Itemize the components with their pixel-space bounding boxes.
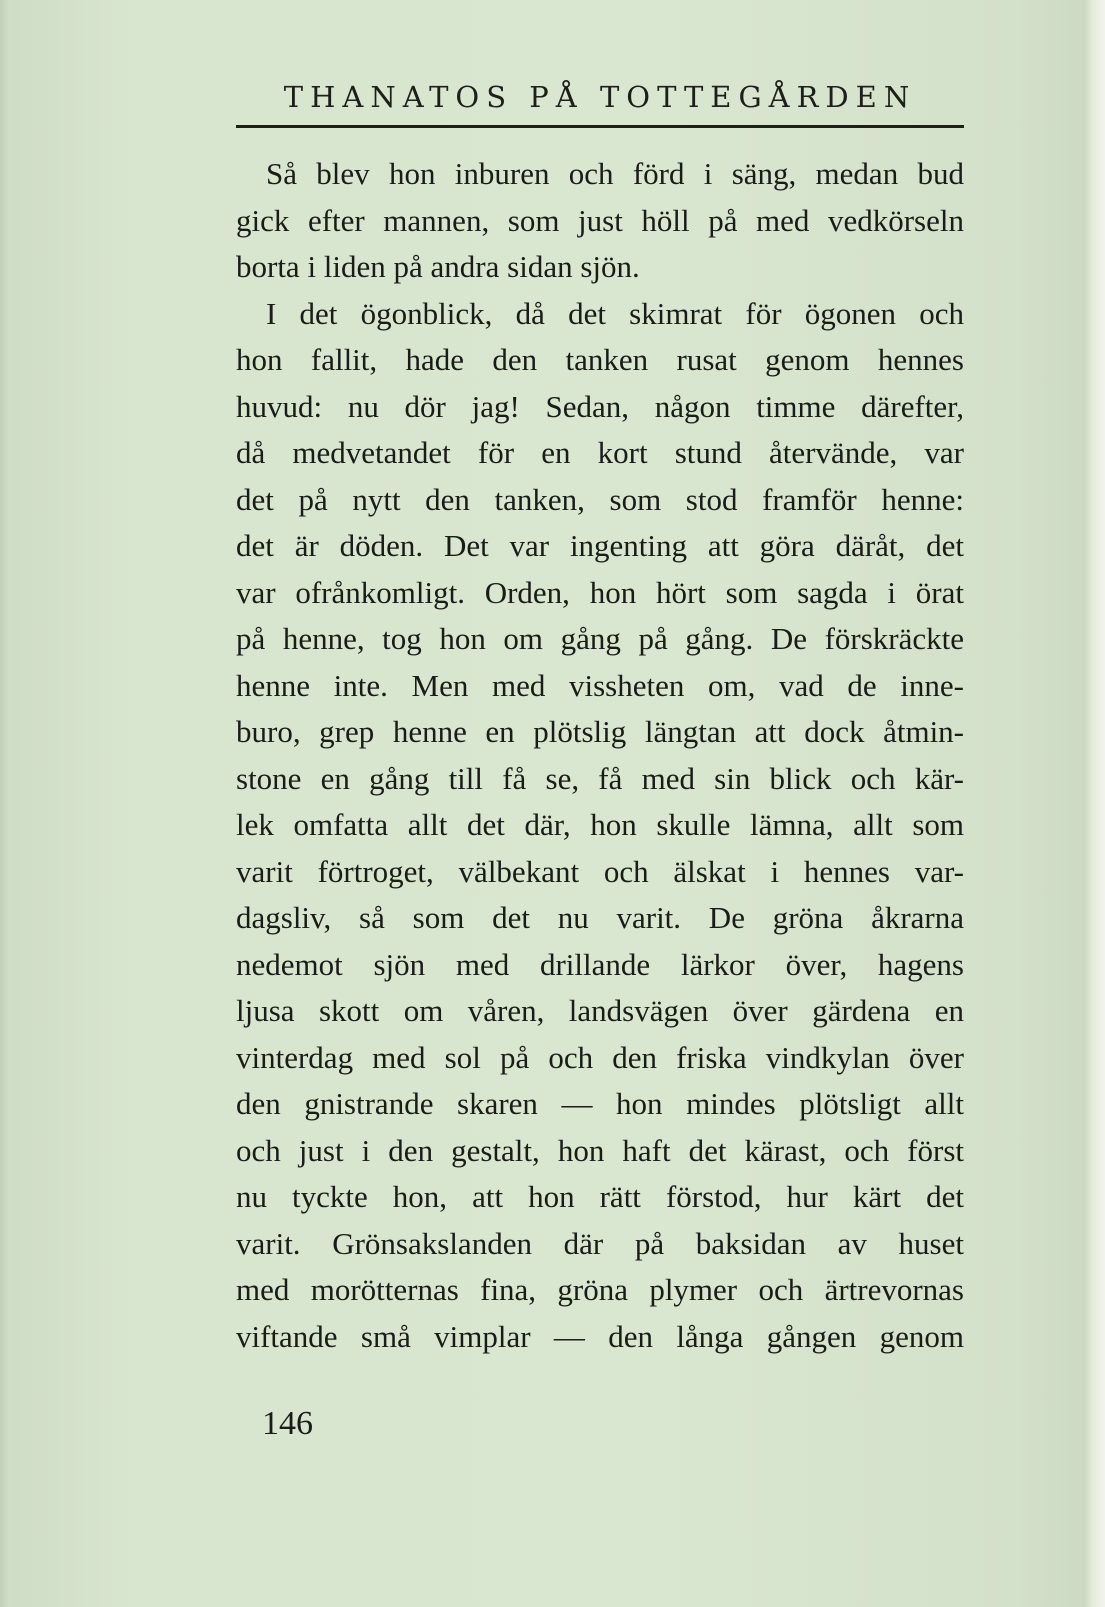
text-line: ljusa skott om våren, landsvägen över gärdena en — [236, 993, 964, 1028]
text-line: var ofrånkomligt. Orden, hon hört som sagda i örat — [236, 574, 964, 610]
body-text — [236, 151, 964, 1360]
running-head: THANATOS PÅ TOTTEGÅRDEN — [283, 80, 917, 114]
text-line: och just i den gestalt, hon haft det kärast, och först — [236, 1132, 964, 1168]
text-line: stone en gång till få se, få med sin blick och kär- — [236, 760, 964, 796]
text-line: det på nytt den tanken, som stod framför henne: — [236, 481, 964, 517]
text-line: Så blev hon inburen och förd i säng, medan bud — [266, 156, 964, 191]
text-line: gick efter mannen, som just höll på med vedkörseln — [236, 202, 964, 238]
text-line: det är döden. Det var ingenting att göra däråt, det — [236, 528, 964, 563]
text-line: varit förtroget, välbekant och älskat i hennes var- — [236, 853, 964, 889]
text-line: borta i liden på andra sidan sjön. — [236, 249, 640, 284]
text-line: viftande små vimplar — den långa gången genom — [236, 1318, 964, 1354]
text-line: huvud: nu dör jag! Sedan, någon timme därefter, — [236, 388, 964, 424]
text-line: på henne, tog hon om gång på gång. De förskräckte — [236, 621, 964, 656]
text-line: hon fallit, hade den tanken rusat genom hennes — [236, 342, 964, 377]
text-line: henne inte. Men med vissheten om, vad de inne- — [236, 667, 964, 703]
text-line: lek omfatta allt det där, hon skulle lämna, allt som — [236, 807, 964, 842]
text-line: då medvetandet för en kort stund återvände, var — [236, 435, 964, 470]
text-line: nedemot sjön med drillande lärkor över, hagens — [236, 946, 964, 982]
text-line: varit. Grönsakslanden där på baksidan av huset — [236, 1225, 964, 1261]
text-line: I det ögonblick, då det skimrat för ögonen och — [266, 295, 964, 331]
text-line: nu tyckte hon, att hon rätt förstod, hur kärt det — [236, 1179, 964, 1214]
header-rule — [236, 125, 964, 128]
text-line: den gnistrande skaren — hon mindes plötsligt allt — [236, 1086, 964, 1121]
text-line: med morötternas fina, gröna plymer och ärtrevornas — [236, 1272, 964, 1307]
page-gutter-shadow — [0, 0, 10, 1607]
page-number: 146 — [262, 1405, 313, 1442]
text-line: vinterdag med sol på och den friska vindkylan över — [236, 1039, 964, 1075]
text-line: dagsliv, så som det nu varit. De gröna åkrarna — [236, 900, 964, 935]
page-edge — [1083, 0, 1105, 1607]
text-line: buro, grep henne en plötslig längtan att dock åtmin- — [236, 714, 964, 749]
